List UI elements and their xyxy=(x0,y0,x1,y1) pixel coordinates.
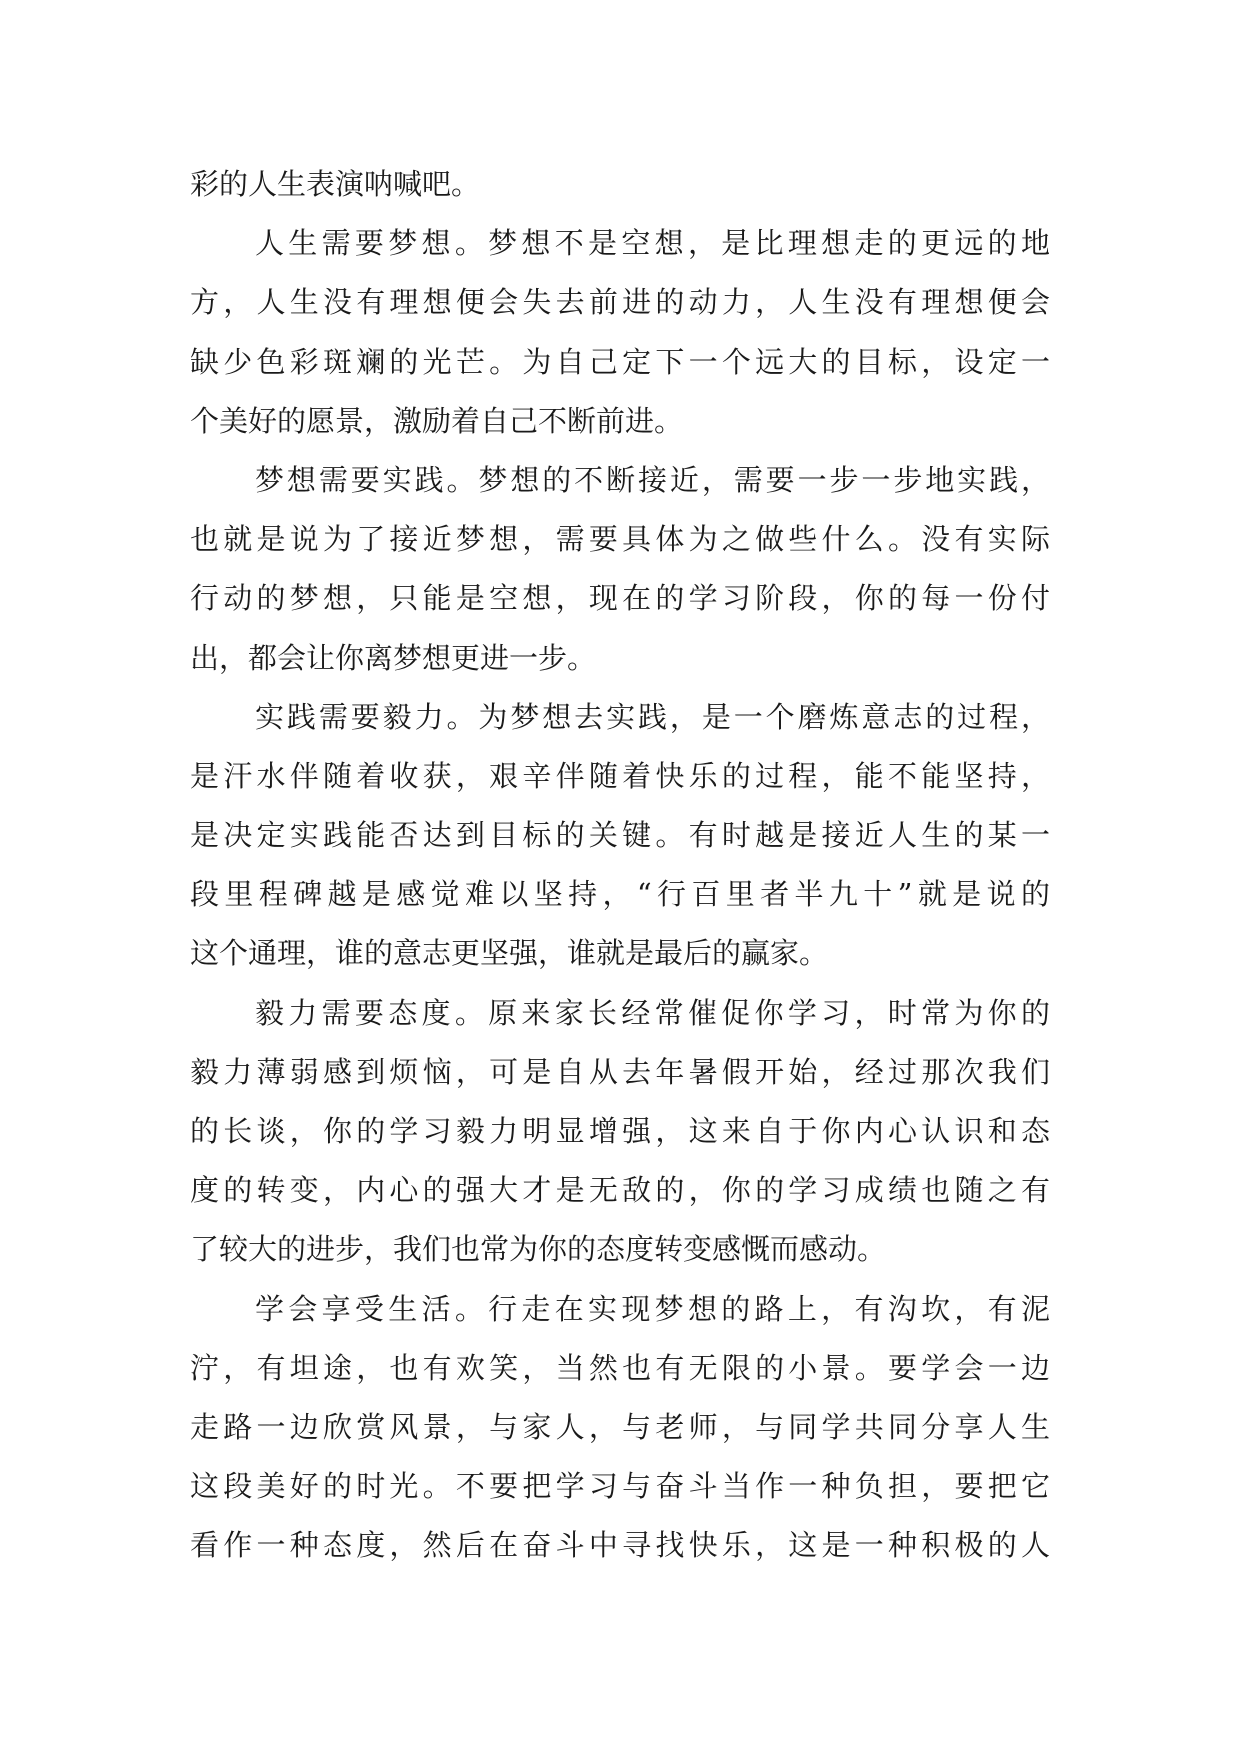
text-line: 是汗水伴随着收获，艰辛伴随着快乐的过程，能不能坚持， xyxy=(190,758,1050,793)
text-line: 看作一种态度，然后在奋斗中寻找快乐，这是一种积极的人 xyxy=(190,1528,1050,1563)
text-line: 段里程碑越是感觉难以坚持，“行百里者半九十”就是说的 xyxy=(190,877,1050,912)
text-line: 梦想需要实践。梦想的不断接近，需要一步一步地实践， xyxy=(255,462,1050,497)
text-line: 的长谈，你的学习毅力明显增强，这来自于你内心认识和态 xyxy=(190,1114,1050,1148)
text-line: 这段美好的时光。不要把学习与奋斗当作一种负担，要把它 xyxy=(190,1469,1050,1504)
text-line: 走路一边欣赏风景，与家人，与老师，与同学共同分享人生 xyxy=(190,1409,1050,1444)
text-line: 度的转变，内心的强大才是无敌的，你的学习成绩也随之有 xyxy=(190,1173,1050,1208)
text-line: 行动的梦想，只能是空想，现在的学习阶段，你的每一份付 xyxy=(190,581,1050,616)
text-line: 出，都会让你离梦想更进一步。 xyxy=(190,640,597,675)
text-line: 了较大的进步，我们也常为你的态度转变感慨而感动。 xyxy=(190,1232,887,1267)
document-body xyxy=(190,155,1050,1576)
text-line: 人生需要梦想。梦想不是空想，是比理想走的更远的地 xyxy=(255,226,1050,261)
text-line: 毅力需要态度。原来家长经常催促你学习，时常为你的 xyxy=(255,995,1050,1030)
text-line: 泞，有坦途，也有欢笑，当然也有无限的小景。要学会一边 xyxy=(190,1350,1050,1385)
text-line: 毅力薄弱感到烦恼，可是自从去年暑假开始，经过那次我们 xyxy=(190,1054,1050,1089)
text-line: 个美好的愿景，激励着自己不断前进。 xyxy=(190,403,684,438)
text-line: 是决定实践能否达到目标的关键。有时越是接近人生的某一 xyxy=(190,818,1050,853)
text-line: 也就是说为了接近梦想，需要具体为之做些什么。没有实际 xyxy=(190,522,1050,557)
text-line: 实践需要毅力。为梦想去实践，是一个磨炼意志的过程， xyxy=(255,699,1050,734)
text-line: 这个通理，谁的意志更坚强，谁就是最后的赢家。 xyxy=(190,936,829,971)
text-line: 方，人生没有理想便会失去前进的动力，人生没有理想便会 xyxy=(190,285,1050,320)
text-line: 学会享受生活。行走在实现梦想的路上，有沟坎，有泥 xyxy=(255,1291,1050,1326)
text-line: 缺少色彩斑斓的光芒。为自己定下一个远大的目标，设定一 xyxy=(190,344,1050,379)
text-line: 彩的人生表演呐喊吧。 xyxy=(190,167,481,201)
